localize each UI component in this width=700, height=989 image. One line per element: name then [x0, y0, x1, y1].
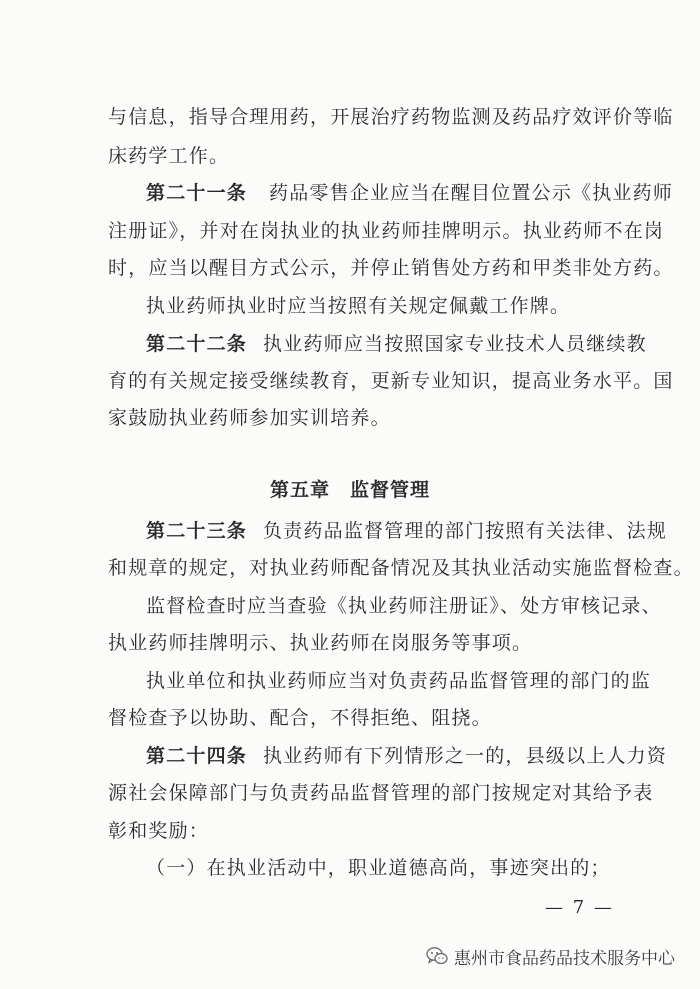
article-24 [146, 741, 667, 771]
text-line: 时，应当以醒目方式公示，并停止销售处方药和甲类非处方药。 [108, 257, 674, 279]
text-line: 执业药师应当按照国家专业技术人员继续教 [263, 333, 647, 355]
text-line: 执业单位和执业药师应当对负责药品监督管理的部门的监 [146, 670, 652, 692]
text-line: 药品零售企业应当在醒目位置公示《执业药师 [269, 182, 674, 204]
article-21 [146, 178, 673, 208]
chapter-heading: 第五章 监督管理 [269, 479, 430, 501]
article-number: 第二十二条 [146, 333, 248, 355]
page-number: — 7 — [545, 897, 614, 918]
text-line: 督检查予以协助、配合，不得拒绝、阻挠。 [108, 707, 492, 729]
text-line: （一）在执业活动中，职业道德高尚，事迹突出的； [146, 857, 611, 879]
watermark [426, 944, 675, 968]
article-number: 第二十三条 [146, 520, 248, 542]
text-line: 执业药师有下列情形之一的，县级以上人力资 [263, 745, 668, 767]
text-line: 注册证》，并对在岗执业的执业药师挂牌明示。执业药师不在岗 [108, 220, 665, 242]
text-line: 执业药师执业时应当按照有关规定佩戴工作牌。 [146, 295, 571, 317]
text-line: 床药学工作。 [108, 145, 230, 167]
article-23 [146, 516, 667, 546]
text-line: 和规章的规定，对执业药师配备情况及其执业活动实施监督检查。 [108, 557, 694, 579]
text-line: 家鼓励执业药师参加实训培养。 [108, 407, 391, 429]
article-number: 第二十四条 [146, 745, 248, 767]
watermark-text: 惠州市食品药品技术服务中心 [454, 948, 675, 969]
wechat-icon [426, 946, 448, 966]
text-line: 负责药品监督管理的部门按照有关法律、法规 [263, 520, 668, 542]
text-line: 彰和奖励： [108, 820, 210, 842]
article-22 [146, 329, 647, 359]
text-line: 监督检查时应当查验《执业药师注册证》、处方审核记录、 [146, 595, 662, 617]
article-number: 第二十一条 [146, 182, 248, 204]
text-line: 与信息，指导合理用药，开展治疗药物监测及药品疗效评价等临 [108, 106, 674, 128]
text-line: 源社会保障部门与负责药品监督管理的部门按规定对其给予表 [108, 782, 654, 804]
text-line: 执业药师挂牌明示、执业药师在岗服务等事项。 [108, 632, 533, 654]
text-line: 育的有关规定接受继续教育，更新专业知识，提高业务水平。国 [108, 370, 674, 392]
